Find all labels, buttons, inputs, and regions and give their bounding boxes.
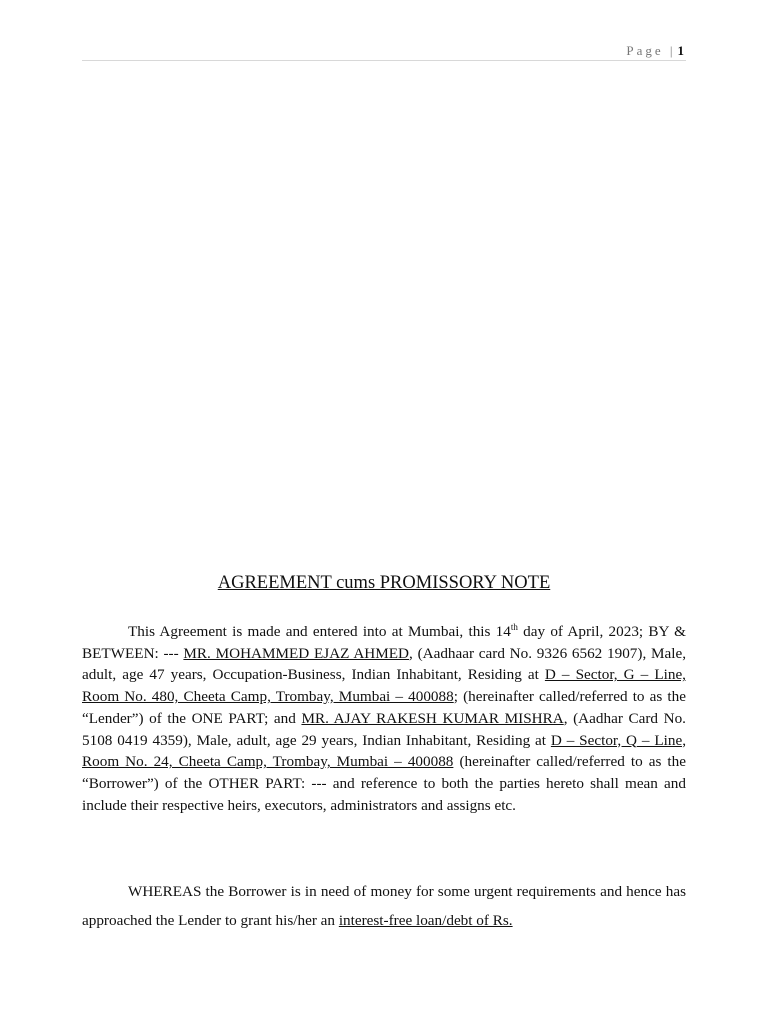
agreement-paragraph [82,621,686,816]
para1-text-2: day of April, 2023; BY & BETWEEN: --- [82,623,686,662]
borrower-address: D – Sector, Q – Line, Room No. 24, Cheeta Camp, Trombay, Mumbai – 400088 [82,731,686,771]
para1-text-1: This Agreement is made and entered into at Mumbai, this 14 [128,623,511,640]
ordinal-suffix: th [510,621,518,632]
para1-text-4: ; (hereinafter called/referred to as the “Lender”) of the ONE PART; and [82,688,686,727]
para1-text-6: (hereinafter called/referred to as the “Borrower”) of the OTHER PART: --- and reference to both the parties hereto shall mean and include their respective heirs, executors, administrators and assigns etc. [82,753,686,814]
para1-text-3: , (Aadhaar card No. 9326 6562 1907), Male, adult, age 47 years, Occupation-Business, Indian Inhabitant, Residing at [82,644,686,684]
header-divider [82,60,686,61]
lender-name: MR. MOHAMMED EJAZ AHMED [183,644,410,662]
document-title: AGREEMENT cums PROMISSORY NOTE [217,573,551,593]
para2-text-1: WHEREAS the Borrower is in need of money for some urgent requirements and hence has approached the Lender to grant his/her an [82,883,686,929]
borrower-name: MR. AJAY RAKESH KUMAR MISHRA [301,709,564,727]
page-label: Page | [626,43,676,58]
lender-address: D – Sector, G – Line, Room No. 480, Cheeta Camp, Trombay, Mumbai – 400088 [82,666,686,706]
page-number: 1 [677,43,684,58]
page-header [626,43,684,59]
para1-text-5: , (Aadhar Card No. 5108 0419 4359), Male, adult, age 29 years, Indian Inhabitant, Residing at [82,709,686,749]
whereas-paragraph [82,877,686,935]
loan-amount-text: interest-free loan/debt of Rs. [338,912,513,929]
